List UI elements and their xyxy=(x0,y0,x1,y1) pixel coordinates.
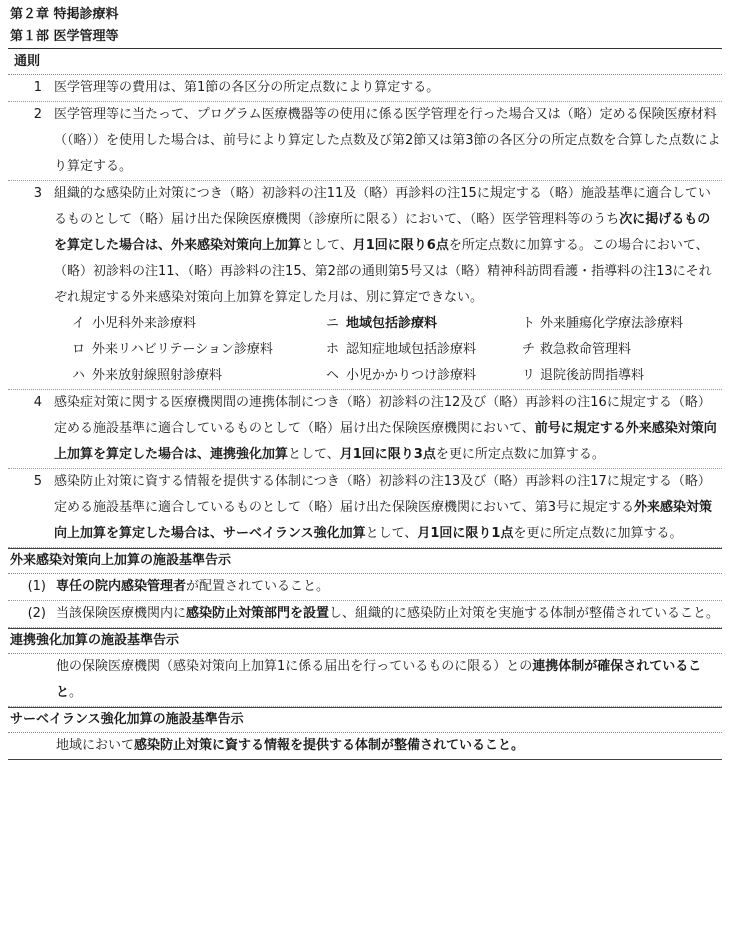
rule-number: 5 xyxy=(33,474,42,489)
rule-item xyxy=(8,75,722,102)
body-text: 。 xyxy=(69,685,83,700)
standard-number: (1) xyxy=(27,579,46,594)
rule-item xyxy=(8,102,722,181)
general-rules-list xyxy=(8,75,722,548)
sublist-value: 小児科外来診療料 xyxy=(92,316,197,331)
sublist-value: 外来腫瘍化学療法診療料 xyxy=(540,316,684,331)
sublist-value: 小児かかりつけ診療料 xyxy=(346,368,477,383)
standard3-heading: サーベイランス強化加算の施設基準告示 xyxy=(8,707,722,733)
sublist-value: 救急救命管理料 xyxy=(540,342,632,357)
rule-text xyxy=(54,75,722,101)
body-text: を更に所定点数に加算する。 xyxy=(513,526,683,541)
emphasis-text: 月1回に限り6点 xyxy=(352,238,449,253)
rule-item xyxy=(8,390,722,469)
body-text: として、 xyxy=(365,526,418,541)
sublist-key: チ xyxy=(522,342,536,357)
rule-text xyxy=(54,102,722,180)
standard2-heading: 連携強化加算の施設基準告示 xyxy=(8,628,722,654)
rule-number: 3 xyxy=(33,186,42,201)
body-text: 医学管理等の費用は、第1節の各区分の所定点数により算定する。 xyxy=(54,80,440,95)
body-text: として、 xyxy=(288,447,340,462)
body-text: が配置されていること。 xyxy=(186,579,330,594)
emphasis-text: 専任の院内感染管理者 xyxy=(56,579,187,594)
rule-number: 2 xyxy=(33,107,42,122)
standard2-text xyxy=(8,654,722,707)
sublist-value: 認知症地域包括診療料 xyxy=(346,342,477,357)
sublist-key: ハ xyxy=(72,368,86,383)
body-text: 感染防止対策に資する情報を提供する体制につき（略）初診料の注13及び（略）再診料の注17に規定する（略）定める施設基準に適合しているものとして（略）届け出た保険医療機関において、第3号に規定する xyxy=(54,474,711,515)
standard1-heading: 外来感染対策向上加算の施設基準告示 xyxy=(8,548,722,574)
rule-text xyxy=(54,469,722,547)
rule-number: 1 xyxy=(33,80,42,95)
rule-item xyxy=(8,181,722,390)
rule-text xyxy=(54,390,722,468)
sublist-value: 退院後訪問指導料 xyxy=(540,368,645,383)
sublist-key: ヘ xyxy=(326,368,340,383)
sublist-key: ニ xyxy=(326,316,340,331)
standard-text xyxy=(56,601,722,627)
sublist-key: ホ xyxy=(326,342,340,357)
sublist-key: ロ xyxy=(72,342,86,357)
emphasis-text: 月1回に限り1点 xyxy=(417,526,514,541)
body-text: として、 xyxy=(301,238,353,253)
rule-number: 4 xyxy=(33,395,42,410)
standard-number: (2) xyxy=(27,606,46,621)
rule-item xyxy=(8,469,722,548)
body-text: 当該保険医療機関内に xyxy=(56,606,187,621)
sublist-value: 地域包括診療料 xyxy=(346,316,438,331)
sublist-key: イ xyxy=(72,316,86,331)
standard1-list xyxy=(8,574,722,628)
sublist-value: 外来リハビリテーション診療料 xyxy=(92,342,273,357)
emphasis-text: 連携体制が確保されていること xyxy=(56,659,702,700)
body-text: 感染症対策に関する医療機関間の連携体制につき（略）初診料の注12及び（略）再診料の注16に規定する（略）定める施設基準に適合しているものとして（略）届け出た保険医療機関において、 xyxy=(54,395,711,436)
chapter-title: 第２章 特掲診療料 xyxy=(10,7,119,22)
standard-item xyxy=(8,574,722,601)
sublist-key: リ xyxy=(522,368,536,383)
body-text: 地域において xyxy=(56,738,135,753)
body-text: し、組織的に感染防止対策を実施する体制が整備されていること。 xyxy=(329,606,720,621)
standard3-text xyxy=(8,733,722,760)
emphasis-text: 前号に規定する外来感染対策向上加算を算定した場合は、連携強化加算 xyxy=(54,421,717,462)
general-rules-heading: 通則 xyxy=(8,49,722,75)
standard-item xyxy=(8,601,722,628)
body-text: を更に所定点数に加算する。 xyxy=(435,447,605,462)
emphasis-text: 月1回に限り3点 xyxy=(339,447,436,462)
body-text: 医学管理等に当たって、プログラム医療機器等の使用に係る医学管理を行った場合又は（略）定める保険医療材料（（略））を使用した場合は、前号により算定した点数及び第2節又は第3節の各区分の所定点数を合算した点数により算定する。 xyxy=(54,107,721,174)
body-text: 他の保険医療機関（感染対策向上加算1に係る届出を行っているものに限る）との xyxy=(56,659,533,674)
emphasis-text: 次に掲げるものを算定した場合は、外来感染対策向上加算 xyxy=(54,212,711,253)
emphasis-text: 感染防止対策に資する情報を提供する体制が整備されていること。 xyxy=(134,738,525,753)
sublist-value: 外来放射線照射診療料 xyxy=(92,368,223,383)
emphasis-text: 外来感染対策向上加算を算定した場合は、サーベイランス強化加算 xyxy=(54,500,713,541)
sublist-key: ト xyxy=(522,316,536,331)
body-text: 組織的な感染防止対策につき（略）初診料の注11及（略）再診料の注15に規定する（略）施設基準に適合しているものとして（略）届け出た保険医療機関（診療所に限る）において、（略）医学管理料等のうち xyxy=(54,186,711,227)
body-text: を所定点数に加算する。この場合において、（略）初診料の注11、（略）再診料の注15、第2部の通則第5号又は（略）精神科訪問看護・指導料の注13にそれぞれ規定する外来感染対策向上加算を算定した月は、別に算定できない。 xyxy=(54,238,712,305)
standard-text xyxy=(56,574,722,600)
part-title: 第１部 医学管理等 xyxy=(8,26,722,49)
fee-sublist xyxy=(8,311,722,389)
rule-text xyxy=(54,181,722,389)
emphasis-text: 感染防止対策部門を設置 xyxy=(186,606,330,621)
